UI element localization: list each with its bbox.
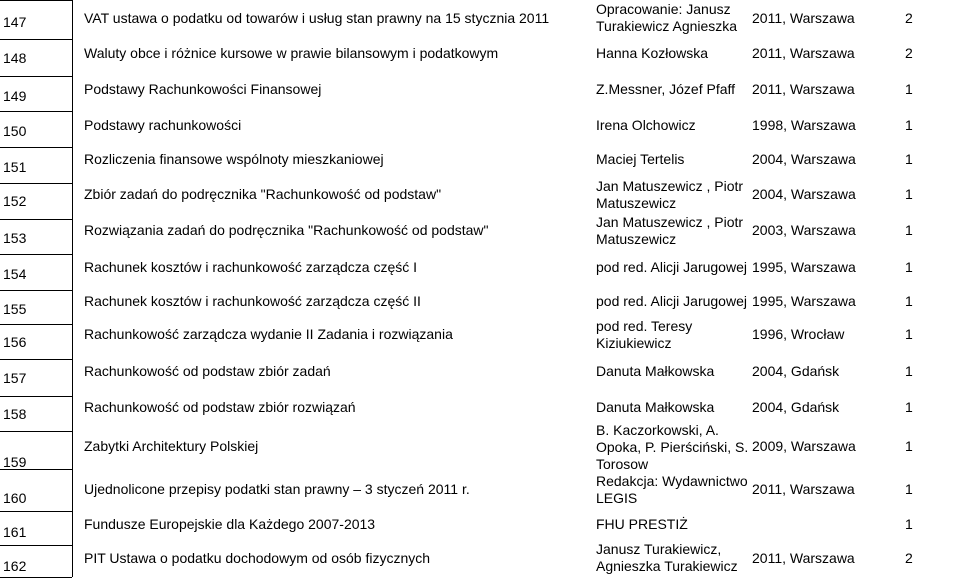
book-author: pod red. Teresy — [596, 318, 693, 334]
book-title: Rozliczenia finansowe wspólnoty mieszkaniowej — [84, 151, 384, 167]
publication-year-place: 2011, Warszawa — [752, 481, 855, 497]
row-divider — [0, 359, 72, 360]
row-number: 160 — [3, 490, 27, 506]
publication-year-place: 2011, Warszawa — [752, 550, 855, 566]
book-author: Maciej Tertelis — [596, 151, 685, 167]
publication-year-place: 1998, Warszawa — [752, 117, 856, 133]
book-author: LEGIS — [596, 490, 638, 506]
row-number: 147 — [3, 14, 27, 30]
book-author: Turakiewicz Agnieszka — [596, 18, 738, 34]
book-title: Rozwiązania zadań do podręcznika "Rachunkowość od podstaw" — [84, 222, 489, 238]
book-title: Podstawy rachunkowości — [84, 117, 242, 133]
book-title: Podstawy Rachunkowości Finansowej — [84, 81, 322, 97]
publication-year-place: 1995, Warszawa — [752, 259, 856, 275]
book-author: FHU PRESTIŻ — [596, 516, 688, 532]
book-author: Irena Olchowicz — [596, 117, 696, 133]
book-title: Zbiór zadań do podręcznika "Rachunkowość od podstaw" — [84, 186, 442, 202]
copy-count: 1 — [905, 481, 913, 497]
number-column-border — [72, 0, 73, 577]
publication-year-place: 2011, Warszawa — [752, 10, 855, 26]
book-title: Rachunkowość od podstaw zbiór rozwiązań — [84, 399, 356, 415]
copy-count: 2 — [905, 45, 913, 61]
copy-count: 1 — [905, 117, 913, 133]
copy-count: 2 — [905, 10, 913, 26]
publication-year-place: 1996, Wrocław — [752, 326, 845, 342]
book-author: Hanna Kozłowska — [596, 45, 709, 61]
copy-count: 1 — [905, 259, 913, 275]
copy-count: 1 — [905, 293, 913, 309]
row-divider — [0, 511, 72, 512]
row-number: 158 — [3, 406, 27, 422]
row-divider — [0, 431, 72, 432]
row-divider — [0, 76, 72, 77]
book-title: Fundusze Europejskie dla Każdego 2007-2013 — [84, 516, 376, 532]
copy-count: 1 — [905, 438, 913, 454]
row-number: 150 — [3, 123, 27, 139]
publication-year-place: 2011, Warszawa — [752, 45, 855, 61]
row-number: 155 — [3, 301, 27, 317]
row-number: 159 — [3, 454, 27, 470]
row-number: 157 — [3, 370, 27, 386]
row-number: 148 — [3, 50, 27, 66]
book-author: Torosow — [596, 456, 649, 472]
publication-year-place: 2011, Warszawa — [752, 81, 855, 97]
book-author: Danuta Małkowska — [596, 399, 715, 415]
copy-count: 1 — [905, 399, 913, 415]
row-divider — [0, 147, 72, 148]
book-title: Rachunek kosztów i rachunkowość zarządcza część I — [84, 259, 418, 275]
row-number: 152 — [3, 193, 27, 209]
row-number: 156 — [3, 334, 27, 350]
book-author: Jan Matuszewicz , Piotr — [596, 178, 744, 194]
row-divider — [0, 254, 72, 255]
book-author: Jan Matuszewicz , Piotr — [596, 214, 744, 230]
publication-year-place: 2004, Gdańsk — [752, 399, 840, 415]
book-author: Janusz Turakiewicz, — [596, 541, 722, 557]
row-divider — [0, 324, 72, 325]
publication-year-place: 2009, Warszawa — [752, 438, 856, 454]
copy-count: 1 — [905, 516, 913, 532]
book-author: Kiziukiewicz — [596, 335, 672, 351]
row-divider — [0, 396, 72, 397]
book-title: Ujednolicone przepisy podatki stan prawny – 3 styczeń 2011 r. — [84, 481, 470, 497]
book-author: Opoka, P. Pierściński, S. — [596, 439, 749, 455]
publication-year-place: 2004, Gdańsk — [752, 363, 840, 379]
publication-year-place: 1995, Warszawa — [752, 293, 856, 309]
book-author: pod red. Alicji Jarugowej — [596, 259, 747, 275]
copy-count: 1 — [905, 81, 913, 97]
book-author: Redakcja: Wydawnictwo — [596, 473, 748, 489]
book-title: Rachunkowość od podstaw zbiór zadań — [84, 363, 331, 379]
publication-year-place: 2003, Warszawa — [752, 222, 856, 238]
copy-count: 1 — [905, 326, 913, 342]
row-number: 162 — [3, 558, 27, 574]
book-title: Zabytki Architektury Polskiej — [84, 438, 259, 454]
book-author: pod red. Alicji Jarugowej — [596, 293, 747, 309]
publication-year-place: 2004, Warszawa — [752, 151, 856, 167]
copy-count: 1 — [905, 363, 913, 379]
book-author: Matuszewicz — [596, 231, 677, 247]
row-divider — [0, 219, 72, 220]
row-number: 153 — [3, 230, 27, 246]
book-title: VAT ustawa o podatku od towarów i usług stan prawny na 15 stycznia 2011 — [84, 10, 550, 26]
row-number: 149 — [3, 88, 27, 104]
book-author: Danuta Małkowska — [596, 363, 715, 379]
copy-count: 1 — [905, 186, 913, 202]
book-author: Matuszewicz — [596, 195, 677, 211]
row-divider — [0, 183, 72, 184]
book-title: Waluty obce i różnice kursowe w prawie bilansowym i podatkowym — [84, 45, 499, 61]
publication-year-place: 2004, Warszawa — [752, 186, 856, 202]
book-title: PIT Ustawa o podatku dochodowym od osób fizycznych — [84, 550, 431, 566]
copy-count: 1 — [905, 222, 913, 238]
row-number: 161 — [3, 524, 27, 540]
row-divider — [0, 545, 72, 546]
book-title: Rachunek kosztów i rachunkowość zarządcza część II — [84, 293, 421, 309]
book-author: B. Kaczorkowski, A. — [596, 422, 719, 438]
row-divider — [0, 290, 72, 291]
book-author: Opracowanie: Janusz — [596, 1, 731, 17]
row-number: 151 — [3, 159, 27, 175]
book-author: Z.Messner, Józef Pfaff — [596, 81, 736, 97]
book-title: Rachunkowość zarządcza wydanie II Zadania i rozwiązania — [84, 326, 453, 342]
copy-count: 1 — [905, 151, 913, 167]
row-divider — [0, 111, 72, 112]
row-divider — [0, 0, 72, 1]
row-number: 154 — [3, 266, 27, 282]
row-divider — [0, 39, 72, 40]
copy-count: 2 — [905, 550, 913, 566]
book-author: Agnieszka Turakiewicz — [596, 558, 738, 574]
